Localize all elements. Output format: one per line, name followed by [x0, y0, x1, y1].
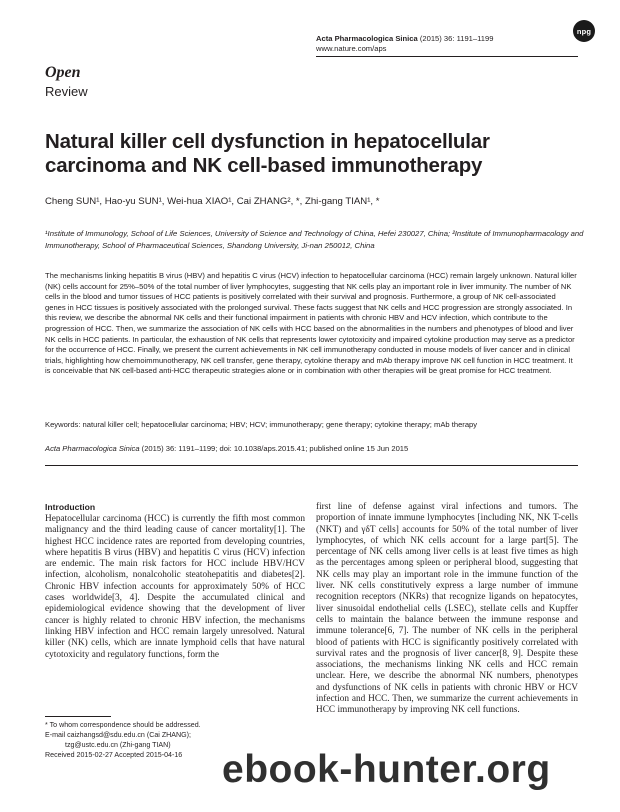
article-title: Natural killer cell dysfunction in hepatocellular carcinoma and NK cell-based immunotherapy [45, 130, 490, 177]
journal-header [316, 34, 493, 54]
email-line-2[interactable]: tzg@ustc.edu.cn (Zhi-gang TIAN) [65, 741, 171, 749]
email-line-1[interactable]: E-mail caizhangsd@sdu.edu.cn (Cai ZHANG); [45, 731, 191, 739]
author-list: Cheng SUN¹, Hao-yu SUN¹, Wei-hua XIAO¹, Cai ZHANG², *, Zhi-gang TIAN¹, * [45, 196, 380, 207]
journal-name: Acta Pharmacologica Sinica [316, 34, 418, 43]
npg-logo: npg [573, 20, 595, 42]
section-heading-introduction: Introduction [45, 502, 96, 512]
citation-journal: Acta Pharmacologica Sinica [45, 444, 140, 453]
header-divider [316, 56, 578, 57]
watermark: ebook-hunter.org [222, 748, 551, 791]
body-column-left: Hepatocellular carcinoma (HCC) is currently the fifth most common malignancy and the third leading cause of cancer mortality[1]. The highest HCC incidence rates are reported from developing countries, where hepatitis B virus (HBV) and hepatitis C virus (HCV) infection are endemic. The main risk factors for HCC include HBV/HCV infection, alcoholism, nonalcoholic steatohepatitis and diabetes[2]. Chronic HBV infection accounts for approximately 50% of HCC cases worldwide[3, 4]. Despite the accumulated clinical and epidemiological evidence showing that the development of liver cancer is highly related to chronic HBV infection, the mechanisms linking HBV infection and HCC remain largely unresolved. Natural killer (NK) cells, which are innate lymphoid cells that have natural cytotoxicity and regulatory functions, form the [45, 514, 305, 660]
article-type: Review [45, 84, 88, 99]
body-column-right: first line of defense against viral infections and tumors. The proportion of innate immune lymphocytes [including NK, NK T-cells (NKT) and γδT cells] accounts for 50% of the total number of liver lymphocytes, of which NK cells account for a large part[5]. The percentage of NK cells among liver cells is at least five times as high as the percentages among spleen or peripheral blood, suggesting that NK cells may play an important role in the immune function of the liver. NK cells constitutively express a large number of immune recognition receptors (NKRs) that recognize ligands on hepatocytes, liver sinusoidal endothelial cells (LSEC), stellate cells and Kupffer cells to maintain the balance between the immune response and immune tolerance[6, 7]. The number of NK cells in the peripheral blood of patients with HCC is significantly positively correlated with survival rates and the prognosis of liver cancer[8, 9]. Despite these associations, the mechanisms linking NK cells and HCC remain unclear. Here, we describe the abnormal NK numbers, phenotypes and dysfunctions of NK cells in patients with chronic HBV or HCV infection and HCC. Then, we summarize the current achievements in HCC immunotherapy by improving NK cell functions. [316, 502, 578, 716]
journal-issue: (2015) 36: 1191–1199 [419, 34, 494, 43]
journal-url[interactable]: www.nature.com/aps [316, 44, 387, 53]
footnote-divider [45, 716, 111, 717]
citation-line [45, 444, 578, 453]
abstract: The mechanisms linking hepatitis B virus (HBV) and hepatitis C virus (HCV) infection to hepatocellular carcinoma (HCC) remain largely unknown. Natural killer (NK) cells account for 25%–50% of the total number of liver lymphocytes, suggesting that NK cells play an important role in liver immunity. The number of NK cells in the blood and tumor tissues of HCC patients is positively correlated with their survival and prognosis. Furthermore, a group of NK cell-associated genes in HCC tissues is positively associated with the prolonged survival. These facts suggest that NK cells and HCC progression are strongly associated. In this review, we describe the abnormal NK cells and their functional impairment in patients with chronic HBV and HCV infection, which contribute to the progression of HCC. Then, we summarize the association of NK cells with HCC based on the abnormalities in the numbers and phenotypes of blood and liver NK cells in HCC patients. In particular, the exhaustion of NK cells that represents lower cytotoxicity and impaired cytokine production may serve as a predictor for the occurrence of HCC. Finally, we present the current achievements in NK cell immunotherapy conducted in mouse models of liver cancer and in clinical trials, highlighting how chemoimmunotherapy, NK cell transfer, gene therapy, cytokine therapy and mAb therapy improve NK cell function in HCC treatment. It is conceivable that NK cell-based anti-HCC therapeutic strategies alone or in combination with other therapies will be great promise for HCC treatment. [45, 271, 577, 376]
open-access-label: Open [45, 64, 81, 81]
abstract-divider [45, 465, 578, 466]
citation-details: (2015) 36: 1191–1199; doi: 10.1038/aps.2015.41; published online 15 Jun 2015 [139, 444, 409, 453]
keywords: Keywords: natural killer cell; hepatocellular carcinoma; HBV; HCV; immunotherapy; gene therapy; cytokine therapy; mAb therapy [45, 420, 478, 429]
affiliations: ¹Institute of Immunology, School of Life Sciences, University of Science and Technology of China, Hefei 230027, China; ²Institute of Immunopharmacology and Immunotherapy, School of Pharmaceutical Sciences, Shandong University, Ji-nan 250012, China [45, 229, 584, 250]
received-accepted-dates: Received 2015-02-27 Accepted 2015-04-16 [45, 751, 183, 759]
correspondence-note: * To whom correspondence should be addressed. [45, 721, 201, 729]
